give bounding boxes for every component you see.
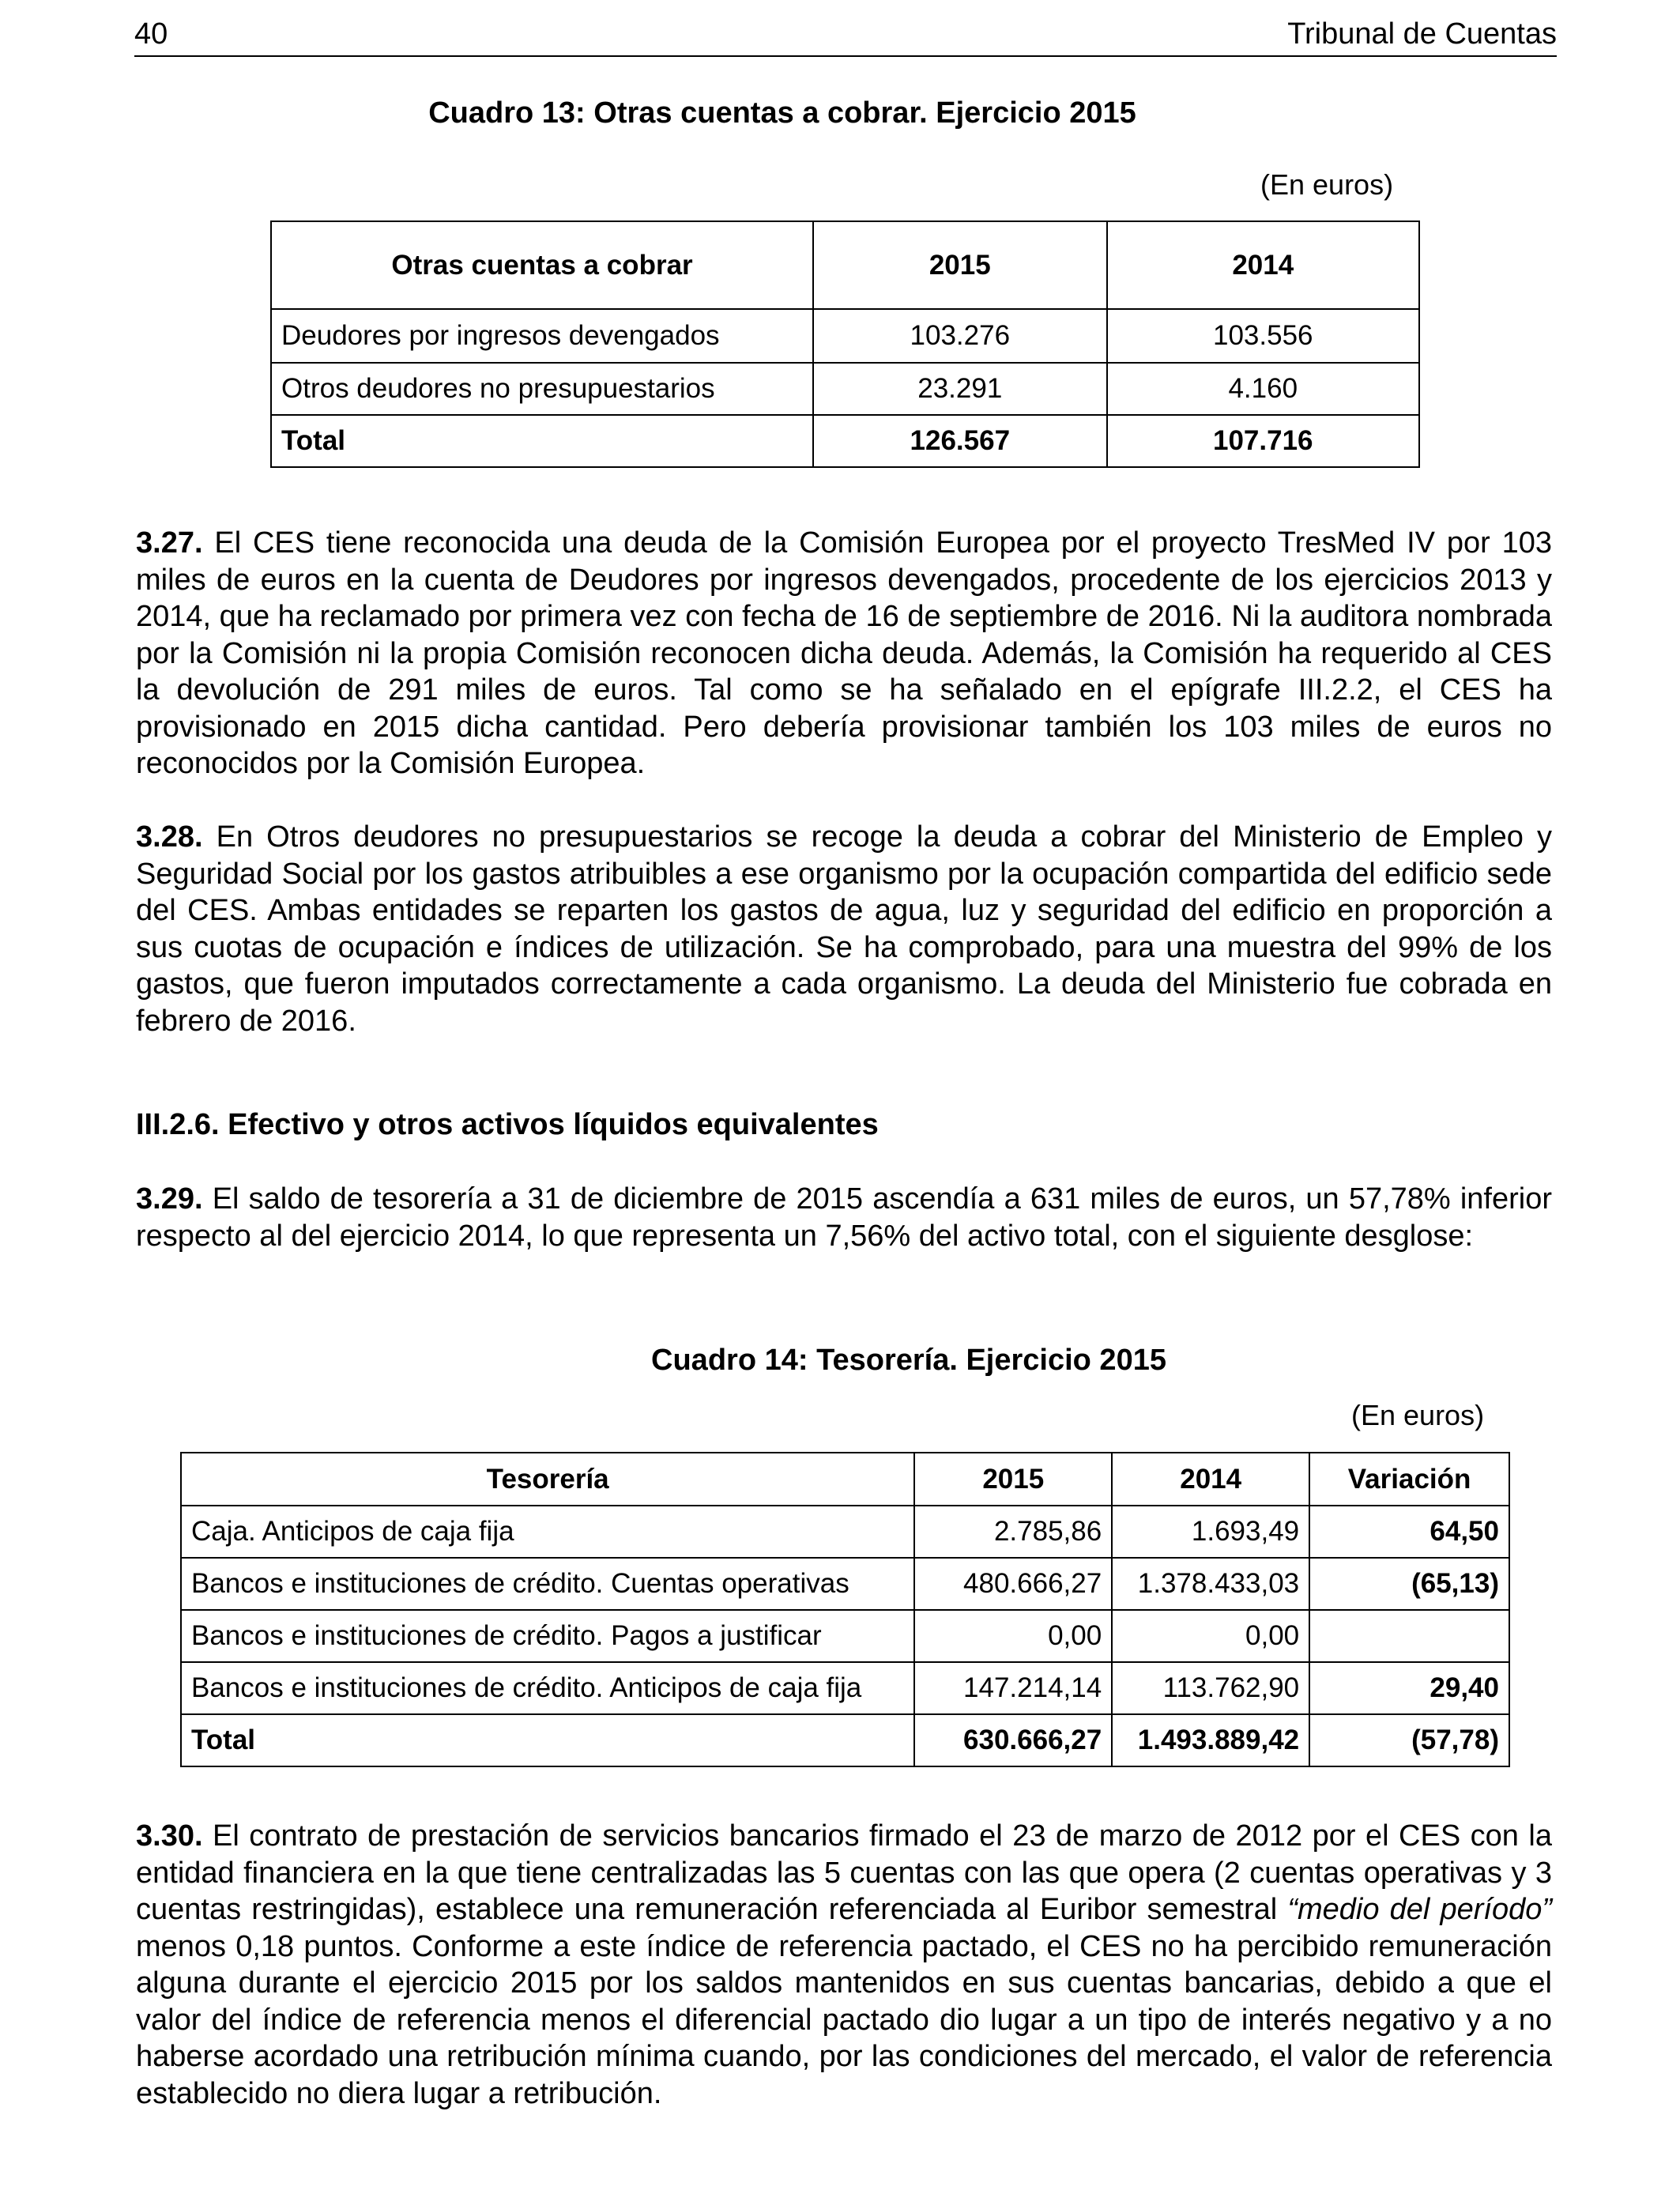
- paragraph-text: menos 0,18 puntos. Conforme a este índice de referencia pactado, el CES no ha percibido remuneración alguna durante el ejercicio 2015 por los saldos mantenidos en sus cuentas bancarias, debido a que el valor del índice de referencia menos el diferencial pactado dio lugar a un tipo de interés negativo y a no haberse acordado una retribución mínima cuando, por las condiciones del mercado, el valor de referencia establecido no diera lugar a retribución.: [136, 1929, 1552, 2110]
- table-cell: 480.666,27: [914, 1558, 1112, 1610]
- paragraph-text: El contrato de prestación de servicios bancarios firmado el 23 de marzo de 2012 por el CES con la entidad financiera en la que tiene centralizadas las 5 cuentas con las que opera (2 cuentas operativas y 3 cuentas restringidas), establece una remuneración referenciada al Euribor semestral: [136, 1819, 1552, 1926]
- table14-caption: Cuadro 14: Tesorería. Ejercicio 2015: [651, 1344, 1166, 1377]
- table-cell: 113.762,90: [1112, 1662, 1309, 1714]
- table14-unit: (En euros): [1351, 1399, 1485, 1431]
- table-cell: Total: [271, 415, 813, 467]
- column-header: Tesorería: [181, 1453, 914, 1506]
- table-row: [181, 1558, 1509, 1610]
- paragraph-text: En Otros deudores no presupuestarios se recoge la deuda a cobrar del Ministerio de Empleo y Seguridad Social por los gastos atribuibles a ese organismo por la ocupación compartida del edificio sede del CES. Ambas entidades se reparten los gastos de agua, luz y seguridad del edificio en proporción a sus cuotas de ocupación e índices de utilización. Se ha comprobado, para una muestra del 99% de los gastos, que fueron imputados correctamente a cada organismo. La deuda del Ministerio fue cobrada en febrero de 2016.: [136, 820, 1552, 1038]
- paragraph-number: 3.27.: [136, 526, 203, 560]
- column-header: Otras cuentas a cobrar: [271, 221, 813, 309]
- column-header: 2015: [813, 221, 1106, 309]
- header-organization: Tribunal de Cuentas: [1287, 17, 1557, 51]
- paragraph-3-27: [136, 525, 1552, 782]
- table-cell: Otros deudores no presupuestarios: [271, 363, 813, 415]
- table13-unit: (En euros): [1260, 168, 1394, 201]
- table14: [180, 1452, 1510, 1767]
- column-header: 2015: [914, 1453, 1112, 1506]
- table-cell: 0,00: [1112, 1610, 1309, 1662]
- table-row: [181, 1610, 1509, 1662]
- table-row: [181, 1662, 1509, 1714]
- column-header: 2014: [1112, 1453, 1309, 1506]
- table-row: [181, 1506, 1509, 1558]
- paragraph-number: 3.30.: [136, 1819, 203, 1853]
- table-cell: (57,78): [1309, 1714, 1509, 1766]
- table-row: [271, 363, 1419, 415]
- column-header: 2014: [1107, 221, 1419, 309]
- table-cell: 23.291: [813, 363, 1106, 415]
- paragraph-number: 3.28.: [136, 820, 203, 854]
- page-header: [134, 17, 1557, 57]
- paragraph-italic-text: “medio del período”: [1287, 1893, 1552, 1926]
- table-cell: 1.693,49: [1112, 1506, 1309, 1558]
- table-cell: 1.378.433,03: [1112, 1558, 1309, 1610]
- table-cell: 4.160: [1107, 363, 1419, 415]
- table-row: [271, 309, 1419, 363]
- table-cell: [1309, 1610, 1509, 1662]
- paragraph-text: El CES tiene reconocida una deuda de la Comisión Europea por el proyecto TresMed IV por 103 miles de euros en la cuenta de Deudores por ingresos devengados, procedente de los ejercicios 2013 y 2014, que ha reclamado por primera vez con fecha de 16 de septiembre de 2016. Ni la auditora nombrada por la Comisión ni la propia Comisión reconocen dicha deuda. Además, la Comisión ha requerido al CES la devolución de 291 miles de euros. Tal como se ha señalado en el epígrafe III.2.2, el CES ha provisionado en 2015 dicha cantidad. Pero debería provisionar también los 103 miles de euros no reconocidos por la Comisión Europea.: [136, 526, 1552, 780]
- column-header: Variación: [1309, 1453, 1509, 1506]
- table-cell: 29,40: [1309, 1662, 1509, 1714]
- table13: [270, 221, 1420, 468]
- table-cell: 103.556: [1107, 309, 1419, 363]
- table-header-row: [181, 1453, 1509, 1506]
- table-cell: Deudores por ingresos devengados: [271, 309, 813, 363]
- table-cell: Bancos e instituciones de crédito. Pagos a justificar: [181, 1610, 914, 1662]
- paragraph-3-30: [136, 1818, 1552, 2112]
- table-cell: 0,00: [914, 1610, 1112, 1662]
- table-cell: 107.716: [1107, 415, 1419, 467]
- table-header-row: [271, 221, 1419, 309]
- table-cell: 147.214,14: [914, 1662, 1112, 1714]
- table-cell: 64,50: [1309, 1506, 1509, 1558]
- table-cell: Bancos e instituciones de crédito. Cuentas operativas: [181, 1558, 914, 1610]
- paragraph-text: El saldo de tesorería a 31 de diciembre de 2015 ascendía a 631 miles de euros, un 57,78% inferior respecto al del ejercicio 2014, lo que representa un 7,56% del activo total, con el siguiente desglose:: [136, 1182, 1552, 1253]
- page-number: 40: [134, 17, 168, 51]
- table-total-row: [271, 415, 1419, 467]
- table-total-row: [181, 1714, 1509, 1766]
- table13-caption: Cuadro 13: Otras cuentas a cobrar. Ejercicio 2015: [428, 96, 1136, 130]
- paragraph-3-28: [136, 819, 1552, 1039]
- paragraph-number: 3.29.: [136, 1182, 203, 1216]
- table-cell: 630.666,27: [914, 1714, 1112, 1766]
- table-cell: Caja. Anticipos de caja fija: [181, 1506, 914, 1558]
- section-heading: III.2.6. Efectivo y otros activos líquidos equivalentes: [136, 1108, 879, 1141]
- table-cell: Bancos e instituciones de crédito. Anticipos de caja fija: [181, 1662, 914, 1714]
- table-cell: 1.493.889,42: [1112, 1714, 1309, 1766]
- paragraph-3-29: [136, 1181, 1552, 1254]
- table-cell: Total: [181, 1714, 914, 1766]
- table-cell: 126.567: [813, 415, 1106, 467]
- table-cell: 103.276: [813, 309, 1106, 363]
- table-cell: 2.785,86: [914, 1506, 1112, 1558]
- table-cell: (65,13): [1309, 1558, 1509, 1610]
